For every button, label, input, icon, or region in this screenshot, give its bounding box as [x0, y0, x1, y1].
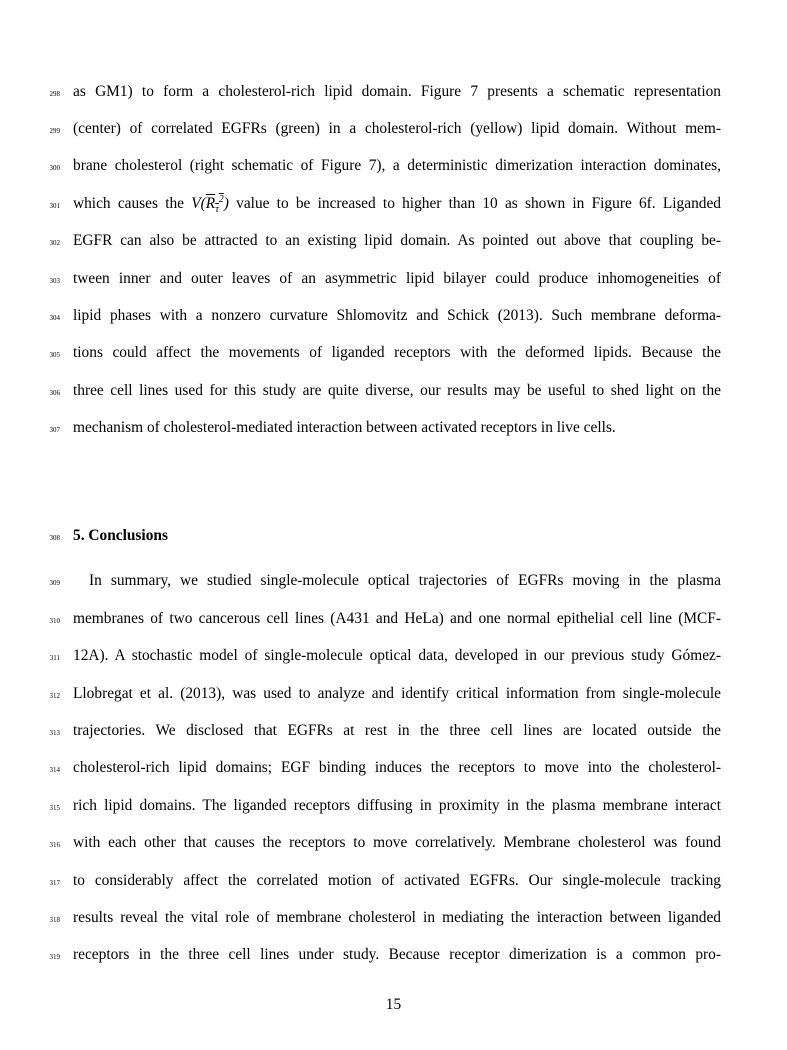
line-number: 314: [49, 766, 60, 774]
line-number: 309: [49, 579, 60, 587]
line-number: 298: [49, 90, 60, 98]
line-text-with-math: [73, 193, 721, 215]
line-number: 310: [49, 617, 60, 625]
math-variance: $V(R_\tau^2)$: [191, 193, 229, 216]
section-heading: 5. Conclusions: [73, 527, 168, 544]
section-heading-line: [0, 525, 787, 547]
text-line: [0, 155, 787, 177]
line-number: 315: [49, 804, 60, 812]
line-text: results reveal the vital role of membrane cholesterol in mediating the interaction between liganded: [73, 909, 721, 926]
text-line: [0, 417, 787, 439]
text-line: [0, 81, 787, 103]
line-number: 301: [49, 202, 60, 210]
text-line: [0, 870, 787, 892]
text-line: [0, 230, 787, 252]
line-number: 307: [49, 426, 60, 434]
line-number: 316: [49, 841, 60, 849]
text-line: [0, 907, 787, 929]
line-text: as GM1) to form a cholesterol-rich lipid domain. Figure 7 presents a schematic representation: [73, 83, 721, 100]
line-number: 305: [49, 351, 60, 359]
line-number: 318: [49, 916, 60, 924]
line-text: In summary, we studied single-molecule optical trajectories of EGFRs moving in the plasma: [89, 572, 721, 589]
line-text: to considerably affect the correlated motion of activated EGFRs. Our single-molecule tracking: [73, 872, 721, 889]
text-line: [0, 118, 787, 140]
line-number: 319: [49, 953, 60, 961]
line-text: 12A). A stochastic model of single-molecule optical data, developed in our previous study Gómez-: [73, 647, 721, 664]
line-number: 317: [49, 879, 60, 887]
text-line: [0, 944, 787, 966]
line-text: (center) of correlated EGFRs (green) in a cholesterol-rich (yellow) lipid domain. Without mem-: [73, 120, 721, 137]
line-text: lipid phases with a nonzero curvature Shlomovitz and Schick (2013). Such membrane deforma-: [73, 307, 721, 324]
text-line: [0, 268, 787, 290]
text-line: [0, 608, 787, 630]
line-number: 306: [49, 389, 60, 397]
line-text: rich lipid domains. The liganded receptors diffusing in proximity in the plasma membrane interact: [73, 797, 721, 814]
text-line: [0, 720, 787, 742]
text-fragment: value to be increased to higher than 10 as shown in Figure 6f. Liganded: [228, 195, 721, 212]
line-number: 299: [49, 127, 60, 135]
line-text: with each other that causes the receptors to move correlatively. Membrane cholesterol was found: [73, 834, 721, 851]
line-number: 302: [49, 239, 60, 247]
text-fragment: which causes the: [73, 195, 192, 212]
line-number: 313: [49, 729, 60, 737]
line-text: cholesterol-rich lipid domains; EGF binding induces the receptors to move into the cholesterol-: [73, 759, 721, 776]
text-line: [0, 832, 787, 854]
line-number: 312: [49, 692, 60, 700]
line-text: membranes of two cancerous cell lines (A431 and HeLa) and one normal epithelial cell line (MCF-: [73, 610, 721, 627]
line-text: tween inner and outer leaves of an asymmetric lipid bilayer could produce inhomogeneities of: [73, 270, 721, 287]
line-text: mechanism of cholesterol-mediated interaction between activated receptors in live cells.: [73, 419, 616, 436]
line-text: receptors in the three cell lines under study. Because receptor dimerization is a common pro-: [73, 946, 721, 963]
page-number: 15: [385, 996, 402, 1013]
text-line: [0, 380, 787, 402]
text-line: [0, 683, 787, 705]
text-line: [0, 570, 787, 592]
line-number: 311: [49, 654, 60, 662]
line-number: 303: [49, 277, 60, 285]
text-line: [0, 757, 787, 779]
line-text: brane cholesterol (right schematic of Figure 7), a deterministic dimerization interaction dominates,: [73, 157, 721, 174]
text-line: [0, 795, 787, 817]
line-text: trajectories. We disclosed that EGFRs at rest in the three cell lines are located outside the: [73, 722, 721, 739]
line-number: 300: [49, 164, 60, 172]
line-text: EGFR can also be attracted to an existing lipid domain. As pointed out above that coupling be-: [73, 232, 721, 249]
line-text: tions could affect the movements of liganded receptors with the deformed lipids. Because the: [73, 344, 721, 361]
line-text: Llobregat et al. (2013), was used to analyze and identify critical information from single-molecule: [73, 685, 721, 702]
text-line: [0, 342, 787, 364]
line-number: 308: [49, 534, 60, 542]
line-number: 304: [49, 314, 60, 322]
math-overline-term: $R_\tau^2$: [205, 193, 224, 216]
text-line: [0, 645, 787, 667]
text-line: [0, 193, 787, 215]
text-line: [0, 305, 787, 327]
line-text: three cell lines used for this study are quite diverse, our results may be useful to shed light on the: [73, 382, 721, 399]
